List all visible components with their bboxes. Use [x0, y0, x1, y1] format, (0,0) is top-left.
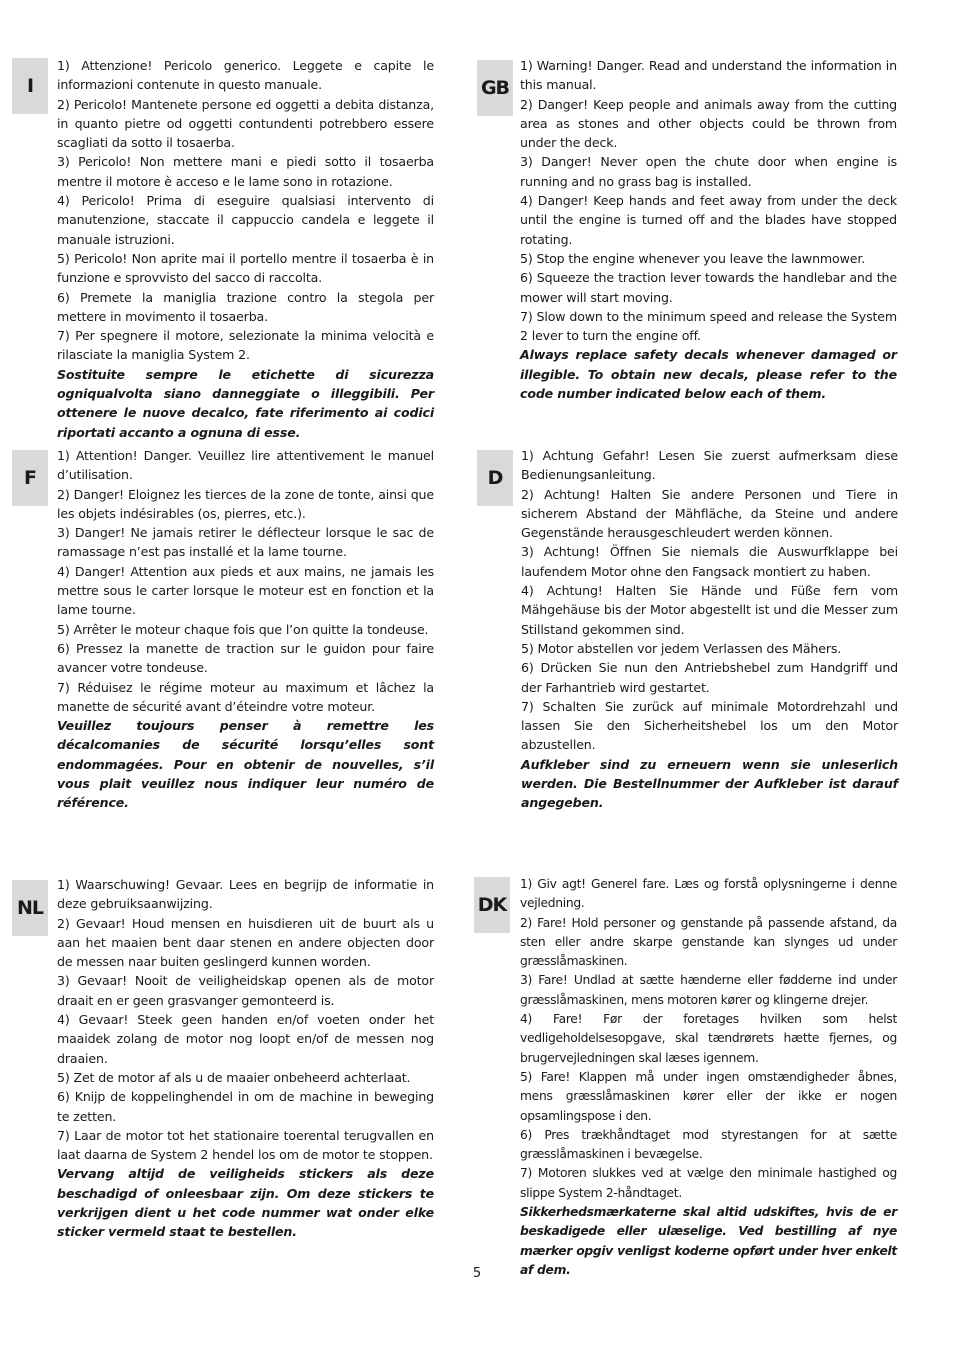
safety-item: 7) Slow down to the minimum speed and release the System 2 lever to turn the engine off.	[520, 308, 897, 344]
section-de	[521, 446, 898, 813]
safety-item: 6) Knijp de koppelinghendel in om de machine in beweging te zetten.	[57, 1089, 434, 1124]
decal-note: Always replace safety decals whenever damaged or illegible. To obtain new decals, please refer to the code number indicated below each of them.	[520, 347, 897, 402]
safety-item: 5) Pericolo! Non aprite mai il portello mentre il tosaerba è in funzione e sprovvisto del sacco di raccolta.	[57, 250, 434, 286]
safety-item: 2) Danger! Eloignez les tierces de la zone de tonte, ainsi que les objets indésirables (os, pierres, etc.).	[57, 486, 434, 521]
safety-item: 5) Fare! Klappen må under ingen omstændigheder åbnes, mens græsslåmaskinen kører eller der ikke er nogen opsamlingspose i den.	[520, 1069, 897, 1123]
section-gb	[520, 56, 897, 403]
safety-item: 5) Motor abstellen vor jedem Verlassen des Mähers.	[521, 640, 842, 656]
safety-item: 7) Laar de motor tot het stationaire toerental terugvallen en laat daarna de System 2 hendel los om de motor te stoppen.	[57, 1127, 434, 1163]
language-tab-fr: F	[12, 450, 48, 506]
safety-item: 3) Fare! Undlad at sætte hænderne eller fødderne ind under græsslåmaskinen, mens motoren kører og klingerne drejer.	[520, 973, 897, 1007]
safety-item: 1) Giv agt! Generel fare. Læs og forstå oplysningerne i denne vejledning.	[520, 877, 897, 911]
safety-item: 2) Fare! Hold personer og genstande på passende afstand, da sten eller andre skarpe genstande kan slynges ud under græsslåmaskinen.	[520, 915, 897, 969]
section-fr	[57, 446, 434, 813]
safety-item: 3) Achtung! Öffnen Sie niemals die Auswurfklappe bei laufendem Motor ohne den Fangsack montiert zu haben.	[521, 544, 898, 579]
language-tab-de: D	[477, 450, 513, 506]
decal-note: Vervang altijd de veiligheids stickers als deze beschadigd of onleesbaar zijn. Om deze stickers te verkrijgen dient u het code nummer wat onder elke sticker vermeld staat te bestellen.	[57, 1166, 434, 1240]
section-it	[57, 56, 434, 442]
safety-item: 6) Pressez la manette de traction sur le guidon pour faire avancer votre tondeuse.	[57, 640, 434, 676]
safety-item: 2) Danger! Keep people and animals away from the cutting area as stones and other objects could be thrown from under the deck.	[520, 96, 897, 151]
language-tab-dk: DK	[474, 877, 510, 933]
decal-note: Aufkleber sind zu erneuern wenn sie unleserlich werden. Die Bestellnummer der Aufkleber ist darauf angegeben.	[521, 756, 898, 811]
safety-item: 4) Fare! Før der foretages hvilken som helst vedligeholdelsesopgave, skal tændrørets hætte fjernes, og brugervejledningen skal læses igennem.	[520, 1012, 897, 1065]
safety-item: 6) Squeeze the traction lever towards the handlebar and the mower will start moving.	[520, 270, 897, 305]
decal-note: Sostituite sempre le etichette di sicurezza ogniqualvolta siano danneggiate o illeggibili. Per ottenere le nuove decalco, fate riferimento ai codici riportati accanto a ognuna di esse.	[57, 366, 434, 440]
safety-item: 4) Achtung! Halten Sie Hände und Füße fern vom Mähgehäuse bis der Motor abgestellt ist und die Messer zum Stillstand gekommen sind.	[521, 583, 898, 637]
safety-item: 5) Stop the engine whenever you leave the lawnmower.	[520, 250, 866, 266]
safety-item: 2) Achtung! Halten Sie andere Personen und Tiere in sicherem Abstand der Mähfläche, da Steine und andere Gegenstände herausgeschleudert werden können.	[521, 486, 898, 541]
safety-item: 3) Gevaar! Nooit de veiligheidskap openen als de motor draait en er geen grasvanger gemonteerd is.	[57, 973, 434, 1008]
safety-item: 3) Danger! Ne jamais retirer le déflecteur lorsque le sac de ramassage n’est pas installé et la lame tourne.	[57, 525, 434, 560]
safety-item: 5) Arrêter le moteur chaque fois que l’on quitte la tondeuse.	[57, 621, 429, 637]
safety-item: 6) Drücken Sie nun den Antriebshebel zum Handgriff und der Farhantrieb wird gestartet.	[521, 660, 898, 695]
safety-item: 6) Premete la maniglia trazione contro la stegola per mettere in movimento il tosaerba.	[57, 289, 434, 324]
safety-item: 6) Pres trækhåndtaget mod styrestangen for at sætte græsslåmaskinen i bevægelse.	[520, 1127, 897, 1162]
section-dk	[520, 875, 897, 1280]
safety-item: 1) Attention! Danger. Veuillez lire attentivement le manuel d’utilisation.	[57, 448, 434, 483]
safety-item: 1) Achtung Gefahr! Lesen Sie zuerst aufmerksam diese Bedienungsanleitung.	[521, 448, 898, 483]
safety-item: 1) Waarschuwing! Gevaar. Lees en begrijp de informatie in deze gebruiksaanwijzing.	[57, 877, 434, 912]
safety-item: 4) Danger! Attention aux pieds et aux mains, ne jamais les mettre sous le carter lorsque le moteur est en fonction et la lame tourne.	[57, 563, 434, 618]
safety-item: 2) Pericolo! Mantenete persone ed oggetti a debita distanza, in quanto pietre od oggetti contundenti potrebbero essere scagliati da sotto il tosaerba.	[57, 96, 434, 151]
safety-item: 7) Motoren slukkes ved at vælge den minimale hastighed og slippe System 2-håndtaget.	[520, 1166, 897, 1200]
decal-note: Veuillez toujours penser à remettre les décalcomanies de sécurité lorsqu’elles sont endommagées. Pour en obtenir de nouvelles, s’il vous plait veuillez nous indiquer leur numéro de référence.	[57, 718, 434, 811]
safety-item: 4) Danger! Keep hands and feet away from under the deck until the engine is turned off and the blades have stopped rotating.	[520, 193, 897, 247]
safety-item: 1) Attenzione! Pericolo generico. Leggete e capite le informazioni contenute in questo manuale.	[57, 58, 434, 93]
decal-note: Sikkerhedsmærkaterne skal altid udskiftes, hvis de er beskadigede eller ulæselige. Ved bestilling af nye mærker opgiv venligst koderne opført under hver enkelt af dem.	[520, 1205, 897, 1277]
safety-item: 7) Schalten Sie zurück auf minimale Motordrehzahl und lassen Sie den Sicherheitshebel los um den Motor abzustellen.	[521, 698, 898, 753]
language-tab-gb: GB	[477, 60, 513, 116]
safety-item: 7) Per spegnere il motore, selezionate la minima velocità e rilasciate la maniglia System 2.	[57, 328, 434, 363]
language-tab-it: I	[12, 58, 48, 114]
safety-item: 4) Pericolo! Prima di eseguire qualsiasi intervento di manutenzione, staccate il cappuccio candela e leggete il manuale istruzioni.	[57, 193, 434, 247]
safety-item: 4) Gevaar! Steek geen handen en/of voeten onder het maaidek zolang de motor nog loopt en/of de messen nog draaien.	[57, 1012, 434, 1066]
language-tab-nl: NL	[12, 880, 48, 936]
page-number: 5	[472, 1266, 482, 1281]
safety-item: 1) Warning! Danger. Read and understand the information in this manual.	[520, 58, 897, 93]
safety-item: 3) Pericolo! Non mettere mani e piedi sotto il tosaerba mentre il motore è acceso e le lame sono in rotazione.	[57, 154, 434, 189]
safety-item: 2) Gevaar! Houd mensen en huisdieren uit de buurt als u aan het maaien bent daar stenen en andere objecten door de messen naar buiten geslingerd kunnen worden.	[57, 915, 434, 970]
safety-item: 7) Réduisez le régime moteur au maximum et lâchez la manette de sécurité avant d’éteindre votre moteur.	[57, 679, 434, 714]
safety-item: 5) Zet de motor af als u de maaier onbeheerd achterlaat.	[57, 1069, 411, 1085]
section-nl	[57, 875, 434, 1242]
safety-item: 3) Danger! Never open the chute door when engine is running and no grass bag is installed.	[520, 154, 897, 189]
